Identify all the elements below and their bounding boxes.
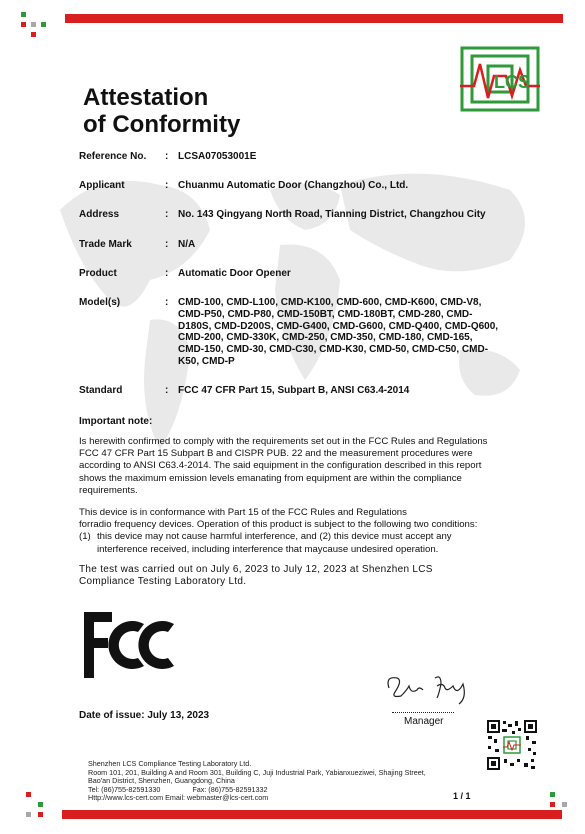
models-value: CMD-100, CMD-L100, CMD-K100, CMD-600, CMD-K600, CMD-V8, CMD-P50, CMD-P80, CMD-150BT, CMD-180BT, CMD-280, CMD-D180S, CMD-D200S, CMD-G400, CMD-G600, CMD-Q400, CMD-Q600, CMD-200, CMD-330K, CMD-250, CMD-350, CMD-180, CMD-165, CMD-150, CMD-30, CMD-C30, CMD-K30, CMD-50, CMD-C50, CMD-K50, CMD-P (178, 297, 499, 367)
product-label: Product (79, 268, 117, 279)
trade-mark-value: N/A (178, 239, 196, 250)
important-note-paragraph-2 (79, 507, 499, 556)
applicant-value: Chuanmu Automatic Door (Changzhou) Co., Ltd. (178, 180, 409, 191)
standard-value: FCC 47 CFR Part 15, Subpart B, ANSI C63.4-2014 (178, 385, 410, 396)
colon: : (165, 297, 169, 308)
lcs-logo-text: LCS (494, 72, 530, 92)
reference-label: Reference No. (79, 151, 147, 162)
manager-label: Manager (404, 716, 444, 727)
title-line-1: Attestation (83, 84, 209, 111)
standard-label: Standard (79, 385, 123, 396)
trade-mark-label: Trade Mark (79, 239, 132, 250)
important-note-paragraph-1: Is herewith confirmed to comply with the requirements set out in the FCC Rules and Regulations FCC 47 CFR Part 15 Subpart B and CISPR PUB. 22 and the measurement procedures were according to ANSI C63.4-2014. The said equipment in the configuration described in this report shows the maximum emission levels emanating from equipment are within the compliance requirements. (79, 436, 488, 496)
colon: : (165, 180, 169, 191)
colon: : (165, 239, 169, 250)
models-label: Model(s) (79, 297, 121, 308)
corner-decoration-bottom-right (548, 792, 578, 827)
footer-company: Shenzhen LCS Compliance Testing Laboratory Ltd. (88, 759, 252, 768)
condition-text: this device may not cause harmful interference, and (2) this device must accept any interference received, including interference that maycause undesired operation. (97, 531, 452, 555)
important-note-heading: Important note: (79, 416, 153, 427)
page-number: 1 / 1 (453, 791, 471, 801)
paragraph-2-line-1: This device is in conformance with Part 15 of the FCC Rules and Regulations (79, 507, 407, 518)
fcc-logo-text: FCC (82, 610, 85, 611)
colon: : (165, 385, 169, 396)
address-label: Address (79, 209, 120, 220)
title-line-2: of Conformity (83, 111, 241, 138)
lcs-logo (460, 46, 540, 117)
footer-address-1: Room 101, 201, Building A and Room 301, Building C, Juji Industrial Park, Yabianxueziwei, Shajing Street, (88, 767, 426, 777)
top-red-bar (65, 14, 563, 23)
issue-date: Date of issue: July 13, 2023 (79, 710, 210, 721)
colon: : (165, 151, 169, 162)
signature-text: Gains Pianz (383, 668, 389, 669)
applicant-label: Applicant (79, 180, 125, 191)
test-period-paragraph: The test was carried out on July 6, 2023 to July 12, 2023 at Shenzhen LCS Compliance Testing Laboratory Ltd. (79, 564, 433, 588)
footer-tel: Tel: (86)755-82591330 (88, 784, 161, 794)
product-value: Automatic Door Opener (178, 268, 291, 279)
qr-code (486, 719, 538, 776)
signature (383, 668, 473, 708)
corner-decoration-top-left (19, 12, 59, 45)
document-title (83, 84, 240, 138)
bottom-red-bar (62, 810, 562, 819)
corner-decoration-bottom-left (24, 792, 64, 827)
lab-footer (88, 760, 426, 803)
condition-list-item (79, 531, 499, 555)
paragraph-2-line-2: forradio frequency devices. Operation of this product is subject to the following two conditions: (79, 519, 478, 531)
footer-address-2: Bao'an District, Shenzhen, Guangdong, China (88, 776, 235, 786)
condition-number: (1) (79, 531, 91, 543)
colon: : (165, 268, 169, 279)
colon: : (165, 209, 169, 220)
reference-value: LCSA07053001E (178, 151, 257, 162)
fcc-logo (82, 610, 178, 685)
signature-line (392, 712, 454, 713)
footer-web-email: Http://www.lcs-cert.com Email: webmaster@lcs-cert.com (88, 793, 269, 803)
address-value: No. 143 Qingyang North Road, Tianning District, Changzhou City (178, 209, 486, 220)
footer-fax: Fax: (86)755-82591332 (192, 784, 268, 794)
